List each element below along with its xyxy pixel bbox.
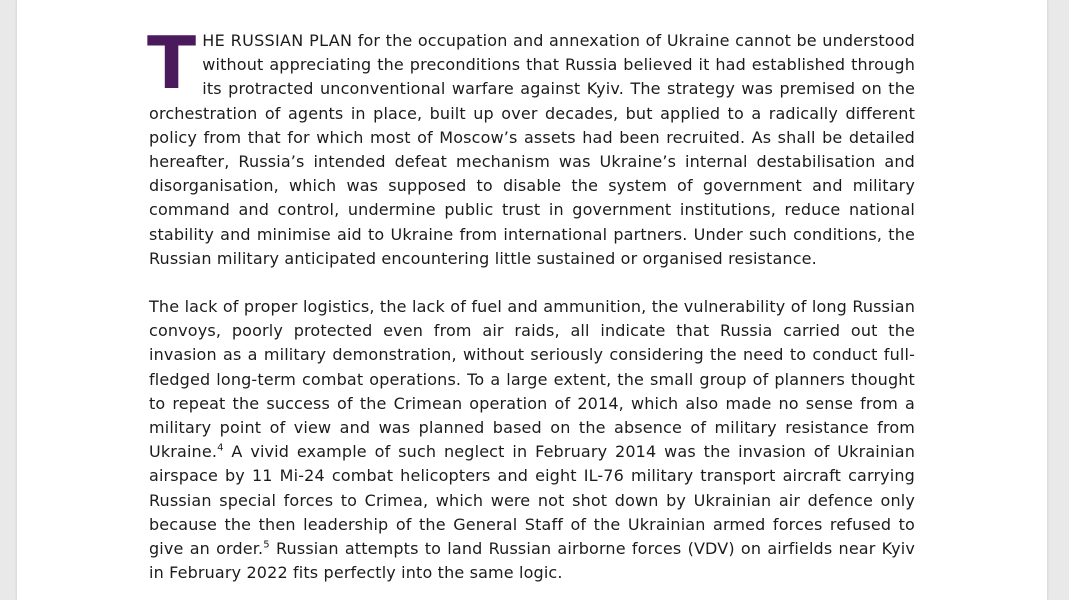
paragraph-2-text-c: Russian attempts to land Russian airborne forces (VDV) on airfields near Kyiv in February 2022 fits perfectly into the same logic. [149,539,915,583]
footnote-ref-4[interactable]: 4 [217,442,224,454]
paragraph-2-text-b: A vivid example of such neglect in February 2014 was the invasion of Ukrainian airspace by 11 Mi-24 combat helicopters and eight IL-76 military transport aircraft carrying Russian special forces to Crimea, which were not shot down by Ukrainian air defence only because the then leadership of the General Staff of the Ukrainian armed forces refused to give an order. [149,442,915,559]
footnote-ref-5[interactable]: 5 [263,539,270,551]
drop-cap: T [147,21,197,105]
article-body [147,21,915,585]
paragraph-2 [149,295,915,585]
lead-in-text: HE RUSSIAN PLAN [202,31,353,50]
paragraph-1 [147,21,915,271]
paragraph-1-text: for the occupation and annexation of Ukraine cannot be understood without appreciating the preconditions that Russia believed it had established through its protracted unconventional warfare against Kyiv. The strategy was premised on the orchestration of agents in place, built up over decades, but applied to a radically different policy from that for which most of Moscow’s assets had been recruited. As shall be detailed hereafter, Russia’s intended defeat mechanism was Ukraine’s internal destabilisation and disorganisation, which was supposed to disable the system of government and military command and control, undermine public trust in government institutions, reduce national stability and minimise aid to Ukraine from international partners. Under such conditions, the Russian military anticipated encountering little sustained or organised resistance. [149,31,915,268]
paragraph-2-text-a: The lack of proper logistics, the lack of fuel and ammunition, the vulnerability of long Russian convoys, poorly protected even from air raids, all indicate that Russia carried out the invasion as a military demonstration, without seriously considering the need to conduct full-fledged long-term combat operations. To a large extent, the small group of planners thought to repeat the success of the Crimean operation of 2014, which also made no sense from a military point of view and was planned based on the absence of military resistance from Ukraine. [149,297,915,462]
document-page [17,0,1047,600]
